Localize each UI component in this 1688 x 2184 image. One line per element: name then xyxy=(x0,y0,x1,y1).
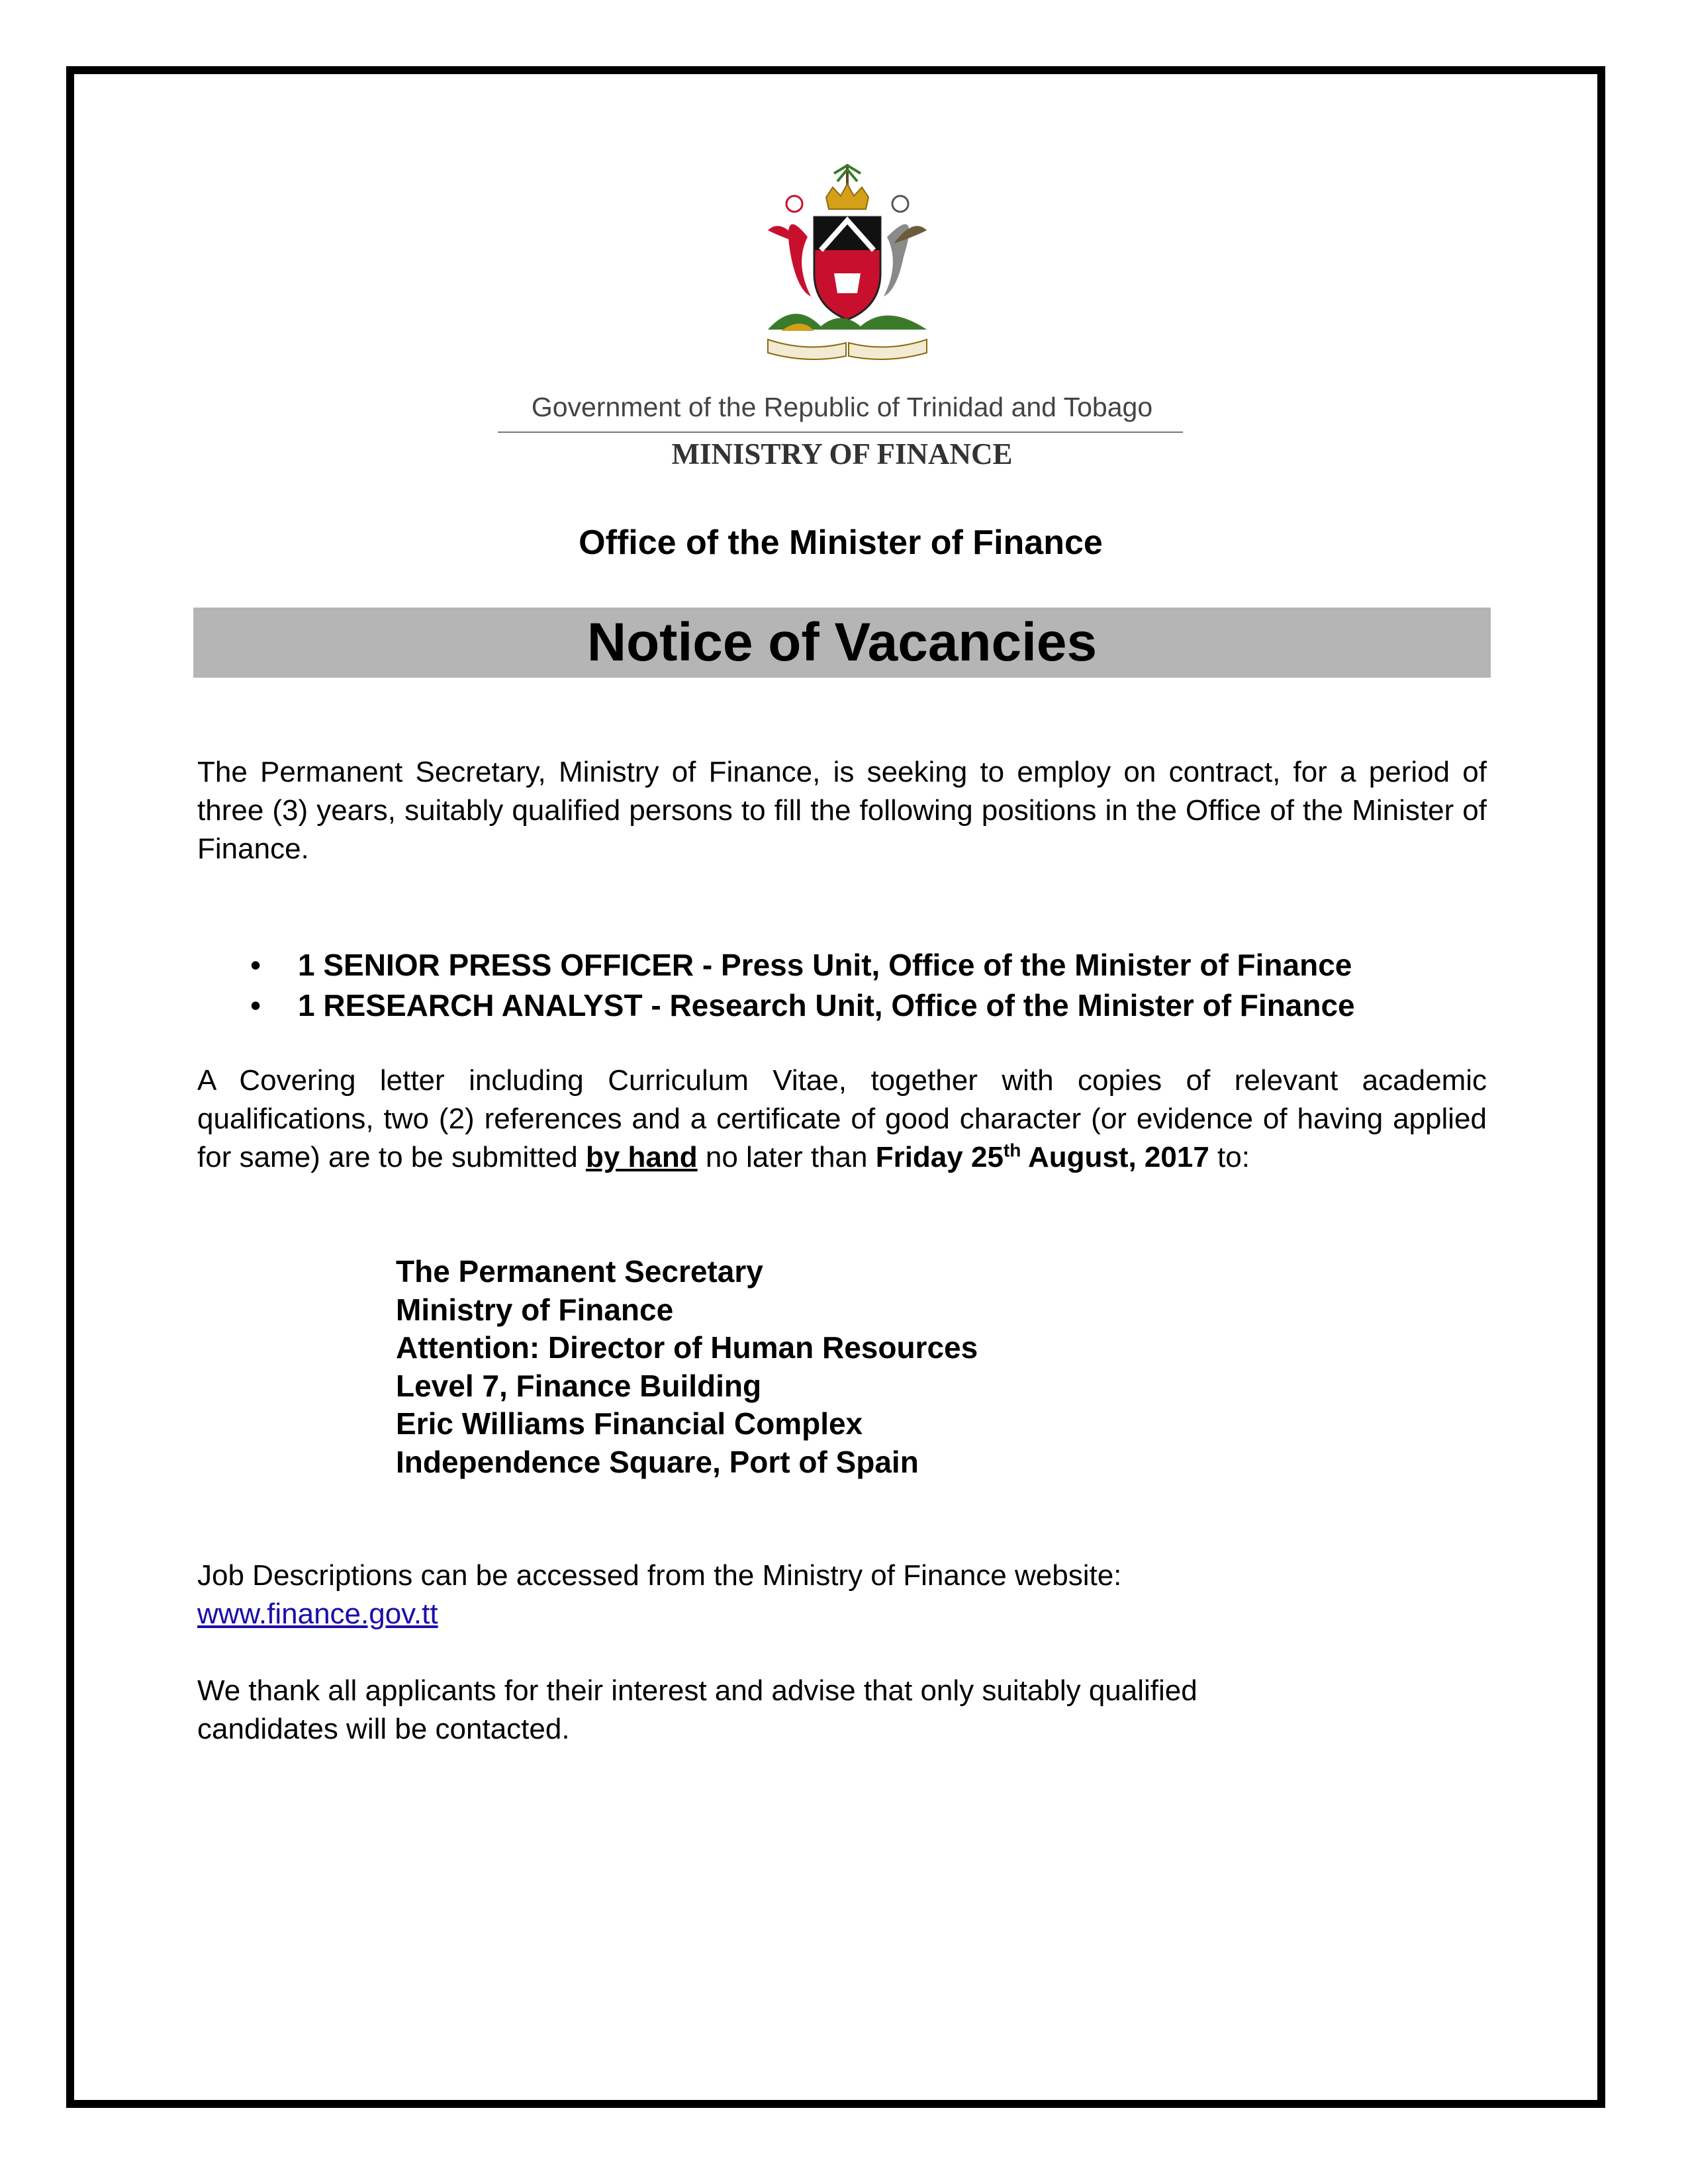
address-line: Independence Square, Port of Spain xyxy=(396,1444,919,1479)
address-line: Attention: Director of Human Resources xyxy=(396,1330,978,1365)
closing-line: candidates will be contacted. xyxy=(197,1713,570,1745)
notice-banner xyxy=(193,608,1491,678)
position-item xyxy=(197,945,1495,985)
deadline-month-year: August, 2017 xyxy=(1021,1141,1209,1173)
government-name: Government of the Republic of Trinidad and Tobago xyxy=(531,392,1153,422)
positions-list xyxy=(197,945,1495,1026)
intro-paragraph: The Permanent Secretary, Ministry of Finance, is seeking to employ on contract, for a period of three (3) years, suitably qualified persons to fill the following positions in the Office of the Minister of Finance. xyxy=(197,756,1487,865)
position-item xyxy=(197,985,1495,1026)
mailing-address xyxy=(396,1253,978,1481)
submission-text: A Covering letter including Curriculum Vitae, together with copies of relevant academic qualifications, two (2) references and a certificate of good character (or evidence of having applied for same) are to be submitted xyxy=(197,1064,1487,1173)
job-descriptions-text: Job Descriptions can be accessed from the Ministry of Finance website: xyxy=(197,1559,1122,1592)
address-line: Level 7, Finance Building xyxy=(396,1368,762,1403)
bullet-icon: • xyxy=(250,988,261,1023)
office-title: Office of the Minister of Finance xyxy=(579,523,1103,562)
address-line: Ministry of Finance xyxy=(396,1292,674,1327)
submission-end: to: xyxy=(1209,1141,1250,1173)
header-divider xyxy=(498,432,1183,433)
notice-title: Notice of Vacancies xyxy=(586,612,1098,672)
closing-line: We thank all applicants for their interest and advise that only suitably qualified xyxy=(197,1674,1197,1707)
address-line: The Permanent Secretary xyxy=(396,1254,763,1289)
deadline-intro: no later than xyxy=(697,1141,876,1173)
position-text: 1 RESEARCH ANALYST - Research Unit, Office of the Minister of Finance xyxy=(298,988,1355,1023)
closing-note xyxy=(197,1672,1197,1749)
address-line: Eric Williams Financial Complex xyxy=(396,1406,863,1441)
deadline-day: Friday 25 xyxy=(875,1141,1004,1173)
ministry-name: MINISTRY OF FINANCE xyxy=(671,437,1013,471)
submission-paragraph xyxy=(197,1062,1487,1177)
website-link[interactable]: www.finance.gov.tt xyxy=(197,1598,438,1630)
bullet-icon: • xyxy=(250,948,261,982)
coat-of-arms-icon xyxy=(728,158,966,376)
deadline-day-suffix: th xyxy=(1003,1140,1021,1161)
by-hand-emphasis: by hand xyxy=(585,1141,698,1173)
job-descriptions-note xyxy=(197,1557,1121,1633)
position-text: 1 SENIOR PRESS OFFICER - Press Unit, Office of the Minister of Finance xyxy=(298,948,1352,982)
